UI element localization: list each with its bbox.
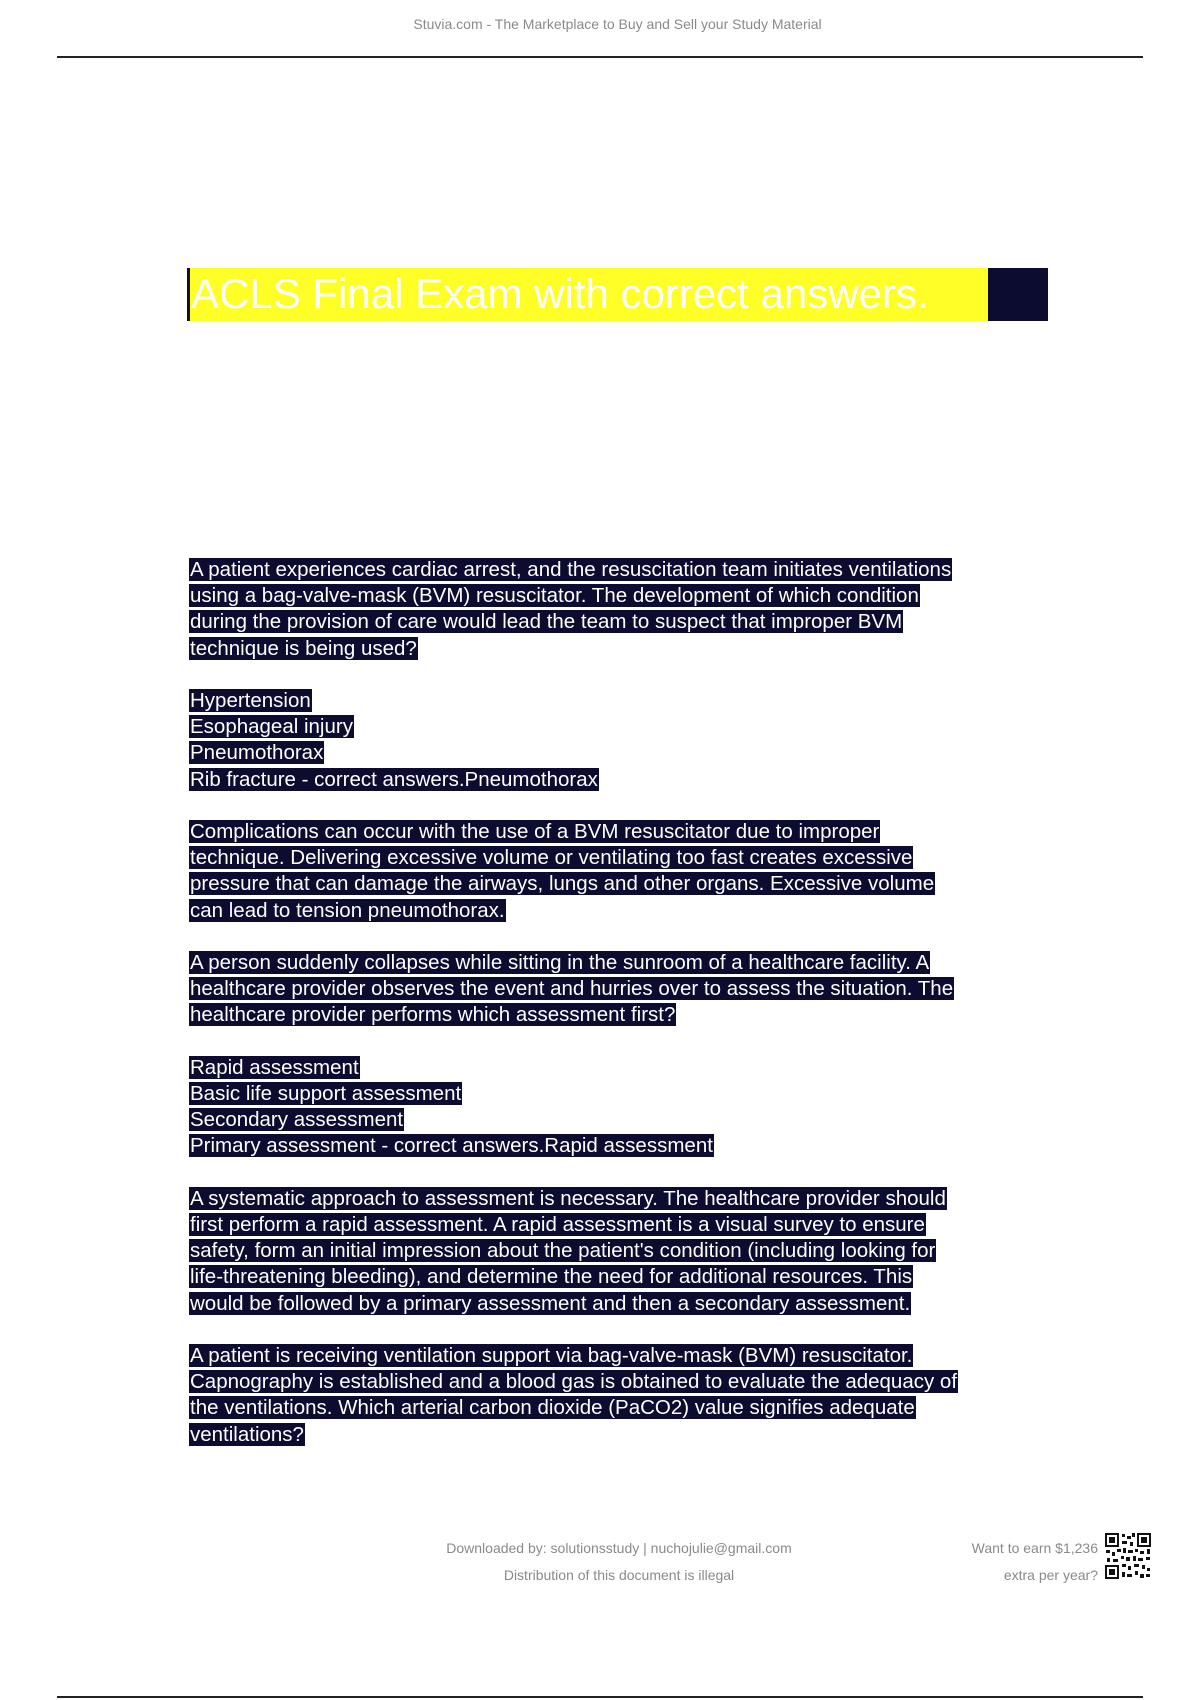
text-line: using a bag-valve-mask (BVM) resuscitator. The development of which condition: [190, 584, 919, 608]
distribution-notice: Distribution of this document is illegal: [503, 1567, 735, 1583]
document-body: [189, 557, 1069, 1474]
qr-code-icon[interactable]: [1104, 1532, 1152, 1580]
text-line: technique is being used?: [190, 636, 417, 660]
option-line: Rapid assessment: [190, 1055, 359, 1079]
earn-promo-line-2[interactable]: extra per year?: [1003, 1567, 1098, 1583]
text-line: would be followed by a primary assessment and then a secondary assessment.: [190, 1291, 911, 1315]
explanation-2: [189, 1186, 1069, 1317]
option-line: Basic life support assessment: [190, 1082, 462, 1105]
option-line: Primary assessment - correct answers.Rapid assessment: [190, 1134, 713, 1158]
text-line: the ventilations. Which arterial carbon dioxide (PaCO2) value signifies adequate: [190, 1396, 915, 1420]
explanation-1: [189, 819, 1069, 924]
question-3: [189, 1343, 1069, 1448]
text-line: Complications can occur with the use of a BVM resuscitator due to improper: [190, 820, 880, 843]
text-line: healthcare provider observes the event and hurries over to assess the situation. The: [190, 977, 954, 1001]
text-line: life-threatening bleeding), and determine the need for additional resources. This: [190, 1265, 913, 1289]
text-line: Capnography is established and a blood gas is obtained to evaluate the adequacy of: [190, 1370, 958, 1394]
option-line: Rib fracture - correct answers.Pneumothorax: [190, 767, 598, 791]
text-line: A patient is receiving ventilation support via bag-valve-mask (BVM) resuscitator.: [190, 1344, 913, 1367]
option-line: Hypertension: [190, 689, 311, 712]
option-line: Esophageal injury: [190, 715, 353, 739]
text-line: first perform a rapid assessment. A rapid assessment is a visual survey to ensure: [190, 1213, 925, 1236]
document-title: ACLS Final Exam with correct answers.: [191, 270, 929, 317]
footer-download-info: [380, 1535, 858, 1589]
text-line: technique. Delivering excessive volume or ventilating too fast creates excessive: [190, 846, 913, 870]
question-2: [189, 950, 1069, 1029]
text-line: A person suddenly collapses while sitting in the sunroom of a healthcare facility. A: [190, 951, 930, 974]
earn-promo-line-1[interactable]: Want to earn $1,236: [971, 1540, 1098, 1556]
text-line: during the provision of care would lead the team to suspect that improper BVM: [190, 610, 903, 634]
answer-options-2: [189, 1055, 1069, 1160]
option-line: Pneumothorax: [190, 741, 324, 765]
earn-promo[interactable]: [900, 1535, 1098, 1589]
option-line: Secondary assessment: [190, 1108, 404, 1132]
text-line: A systematic approach to assessment is necessary. The healthcare provider should: [190, 1186, 946, 1210]
header-divider: [57, 56, 1143, 58]
text-line: can lead to tension pneumothorax.: [190, 898, 505, 922]
text-line: pressure that can damage the airways, lungs and other organs. Excessive volume: [190, 872, 935, 896]
footer-divider: [57, 1696, 1143, 1698]
text-line: A patient experiences cardiac arrest, and the resuscitation team initiates ventilations: [190, 558, 952, 581]
downloaded-by-text: Downloaded by: solutionsstudy | nuchojulie@gmail.com: [446, 1540, 792, 1556]
site-header-text: Stuvia.com - The Marketplace to Buy and Sell your Study Material: [413, 16, 822, 32]
answer-options-1: [189, 688, 1069, 793]
text-line: ventilations?: [190, 1422, 304, 1446]
text-line: healthcare provider performs which assessment first?: [190, 1003, 676, 1027]
question-1: [189, 557, 1069, 662]
text-line: safety, form an initial impression about the patient's condition (including looking for: [190, 1239, 936, 1263]
